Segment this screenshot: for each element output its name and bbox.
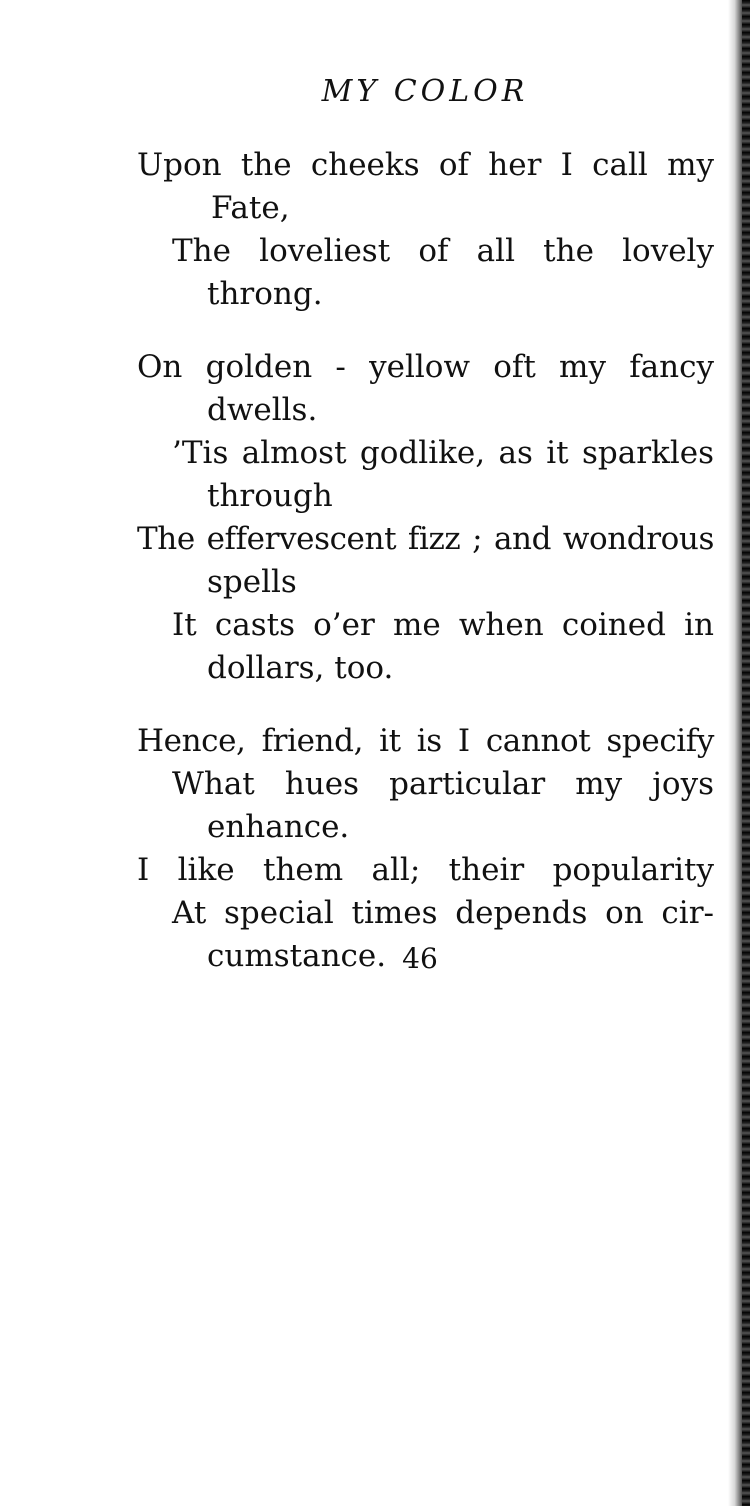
poem-line: Upon the cheeks of her I call my	[137, 147, 714, 183]
poem-line: It casts o’er me when coined in	[172, 607, 714, 643]
poem-line: enhance.	[207, 809, 350, 845]
stanza-3	[137, 720, 714, 978]
poem-line: I like them all; their popularity	[137, 852, 714, 888]
poem-line: through	[207, 478, 333, 514]
poem-line: Hence, friend, it is I cannot specify	[137, 723, 714, 759]
poem-line: dollars, too.	[207, 650, 394, 686]
running-head: MY COLOR	[321, 74, 529, 109]
stanza-2	[137, 346, 714, 690]
page-number: 46	[402, 942, 438, 975]
poem-line: throng.	[207, 276, 323, 312]
poem-line: cumstance.	[207, 938, 387, 974]
poem-line: dwells.	[207, 392, 318, 428]
poem-line: Fate,	[211, 190, 290, 226]
poem-line: spells	[207, 564, 297, 600]
poem-line: The loveliest of all the lovely	[172, 233, 714, 269]
poem-line: On golden - yellow oft my fancy	[137, 349, 714, 385]
poem-line: At special times depends on cir-	[172, 895, 714, 931]
poem-line: ’Tis almost godlike, as it sparkles	[172, 435, 714, 471]
book-binding-edge	[742, 0, 750, 1506]
stanza-1	[137, 144, 714, 316]
poem-body	[137, 144, 714, 1008]
poem-line: The effervescent fizz ; and wondrous	[137, 521, 714, 557]
poem-line: What hues particular my joys	[172, 766, 714, 802]
